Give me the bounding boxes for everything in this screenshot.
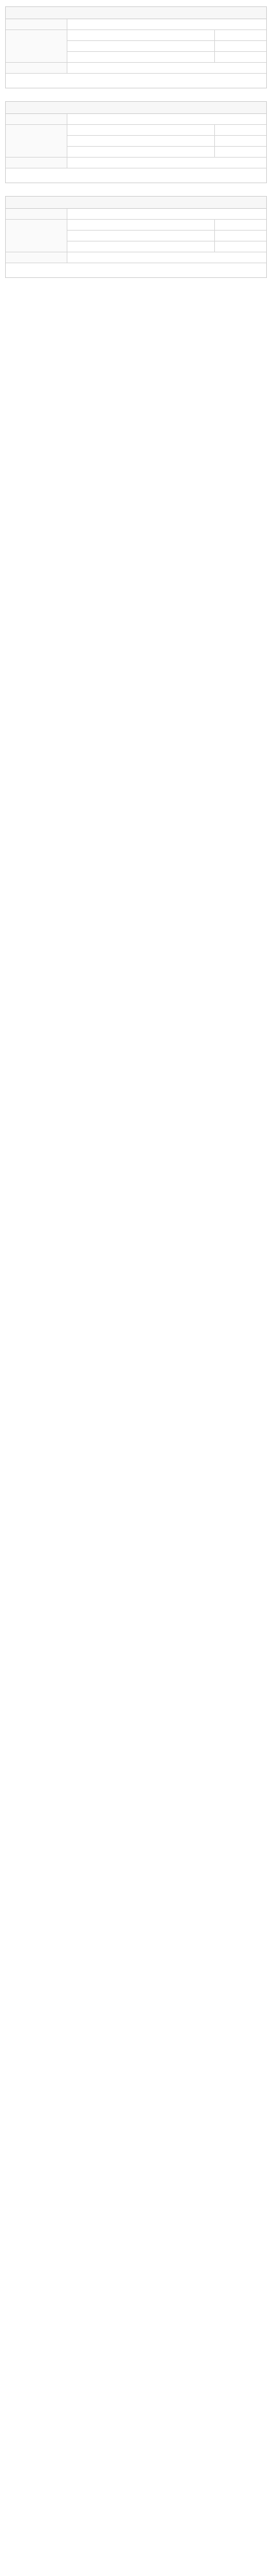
- stat-value: [215, 136, 266, 147]
- cell-label: [6, 158, 67, 168]
- cell-value: [67, 252, 266, 263]
- cell-label: [6, 114, 67, 125]
- cell-value: [67, 19, 266, 30]
- item-card: [5, 196, 267, 278]
- cell-value: [67, 63, 266, 74]
- item-header: [6, 7, 266, 19]
- stat-value: [215, 147, 266, 158]
- cell-label: [6, 30, 67, 63]
- cell-label: [6, 209, 67, 220]
- stat-value: [215, 52, 266, 63]
- stat-value: [215, 241, 266, 252]
- item-header: [6, 197, 266, 209]
- item-header: [6, 102, 266, 114]
- cell-label: [6, 252, 67, 263]
- item-description: [6, 74, 266, 88]
- stat-block: [67, 125, 266, 158]
- stat-name: [67, 125, 215, 136]
- stat-value: [215, 220, 266, 231]
- stat-block: [67, 220, 266, 252]
- cell-label: [6, 125, 67, 158]
- item-table: [6, 114, 266, 168]
- cell-label: [6, 19, 67, 30]
- stat-block: [67, 30, 266, 63]
- item-card: [5, 6, 267, 88]
- item-description: [6, 168, 266, 183]
- item-description: [6, 263, 266, 277]
- stat-name: [67, 136, 215, 147]
- stat-name: [67, 30, 215, 41]
- cell-label: [6, 63, 67, 74]
- stat-value: [215, 30, 266, 41]
- cell-label: [6, 220, 67, 252]
- stat-name: [67, 220, 215, 231]
- cell-value: [67, 209, 266, 220]
- stat-name: [67, 41, 215, 52]
- stat-value: [215, 125, 266, 136]
- cell-value: [67, 114, 266, 125]
- stat-name: [67, 241, 215, 252]
- item-table: [6, 19, 266, 74]
- stat-name: [67, 147, 215, 158]
- cell-value: [67, 158, 266, 168]
- item-table: [6, 209, 266, 263]
- item-card: [5, 101, 267, 183]
- stat-value: [215, 41, 266, 52]
- stat-name: [67, 231, 215, 241]
- stat-name: [67, 52, 215, 63]
- stat-value: [215, 231, 266, 241]
